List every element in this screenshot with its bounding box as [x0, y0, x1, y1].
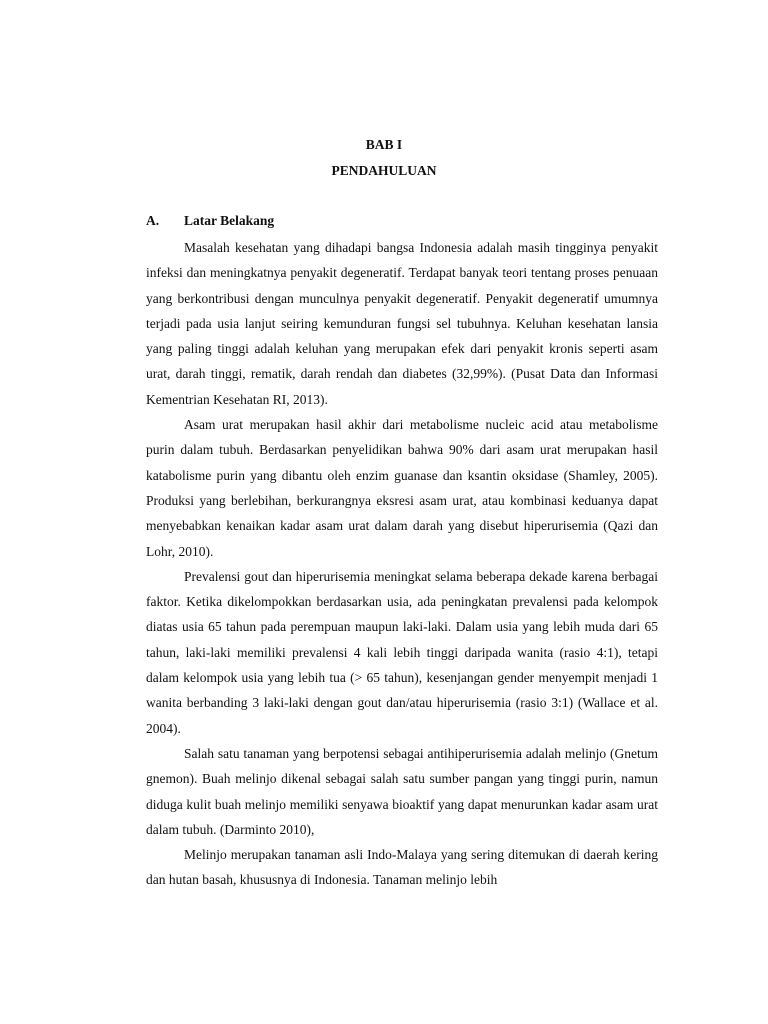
paragraph: Masalah kesehatan yang dihadapi bangsa Indonesia adalah masih tingginya penyakit infeksi dan meningkatnya penyakit degeneratif. Terdapat banyak teori tentang proses penuaan yang berkontribusi dengan munculnya penyakit degeneratif. Penyakit degeneratif umumnya terjadi pada usia lanjut seiring kemunduran fungsi sel tubuhnya. Keluhan kesehatan lansia yang paling tinggi adalah keluhan yang merupakan efek dari penyakit kronis seperti asam urat, darah tinggi, rematik, darah rendah dan diabetes (32,99%). (Pusat Data dan Informasi Kementrian Kesehatan RI, 2013).: [146, 240, 658, 407]
section-heading: [146, 213, 274, 229]
chapter-title: PENDAHULUAN: [331, 163, 437, 178]
section-title: Latar Belakang: [184, 213, 275, 228]
body-text: [146, 235, 658, 893]
paragraph: Prevalensi gout dan hiperurisemia meningkat selama beberapa dekade karena berbagai faktor. Ketika dikelompokkan berdasarkan usia, ada peningkatan prevalensi pada kelompok diatas usia 65 tahun pada perempuan maupun laki-laki. Dalam usia yang lebih muda dari 65 tahun, laki-laki memiliki prevalensi 4 kali lebih tinggi daripada wanita (rasio 4:1), tetapi dalam kelompok usia yang lebih tua (> 65 tahun), kesenjangan gender menyempit menjadi 1 wanita berbanding 3 laki-laki dengan gout dan/atau hiperurisemia (rasio 3:1) (Wallace et al. 2004).: [146, 568, 658, 736]
chapter-number: BAB I: [365, 137, 403, 152]
section-number: A.: [146, 213, 160, 228]
paragraph: Salah satu tanaman yang berpotensi sebagai antihiperurisemia adalah melinjo (Gnetum gnemon). Buah melinjo dikenal sebagai salah satu sumber pangan yang tinggi purin, namun diduga kulit buah melinjo memiliki senyawa bioaktif yang dapat menurunkan kadar asam urat dalam tubuh. (Darminto 2010),: [146, 745, 658, 837]
paragraph: Melinjo merupakan tanaman asli Indo-Malaya yang sering ditemukan di daerah kering dan hutan basah, khususnya di Indonesia. Tanaman melinjo lebih: [146, 847, 658, 888]
paragraph: Asam urat merupakan hasil akhir dari metabolisme nucleic acid atau metabolisme purin dalam tubuh. Berdasarkan penyelidikan bahwa 90% dari asam urat merupakan hasil katabolisme purin yang dibantu oleh enzim guanase dan ksantin oksidase (Shamley, 2005). Produksi yang berlebihan, berkurangnya eksresi asam urat, atau kombinasi keduanya dapat menyebabkan kenaikan kadar asam urat dalam darah yang disebut hiperurisemia (Qazi dan Lohr, 2010).: [146, 417, 658, 559]
